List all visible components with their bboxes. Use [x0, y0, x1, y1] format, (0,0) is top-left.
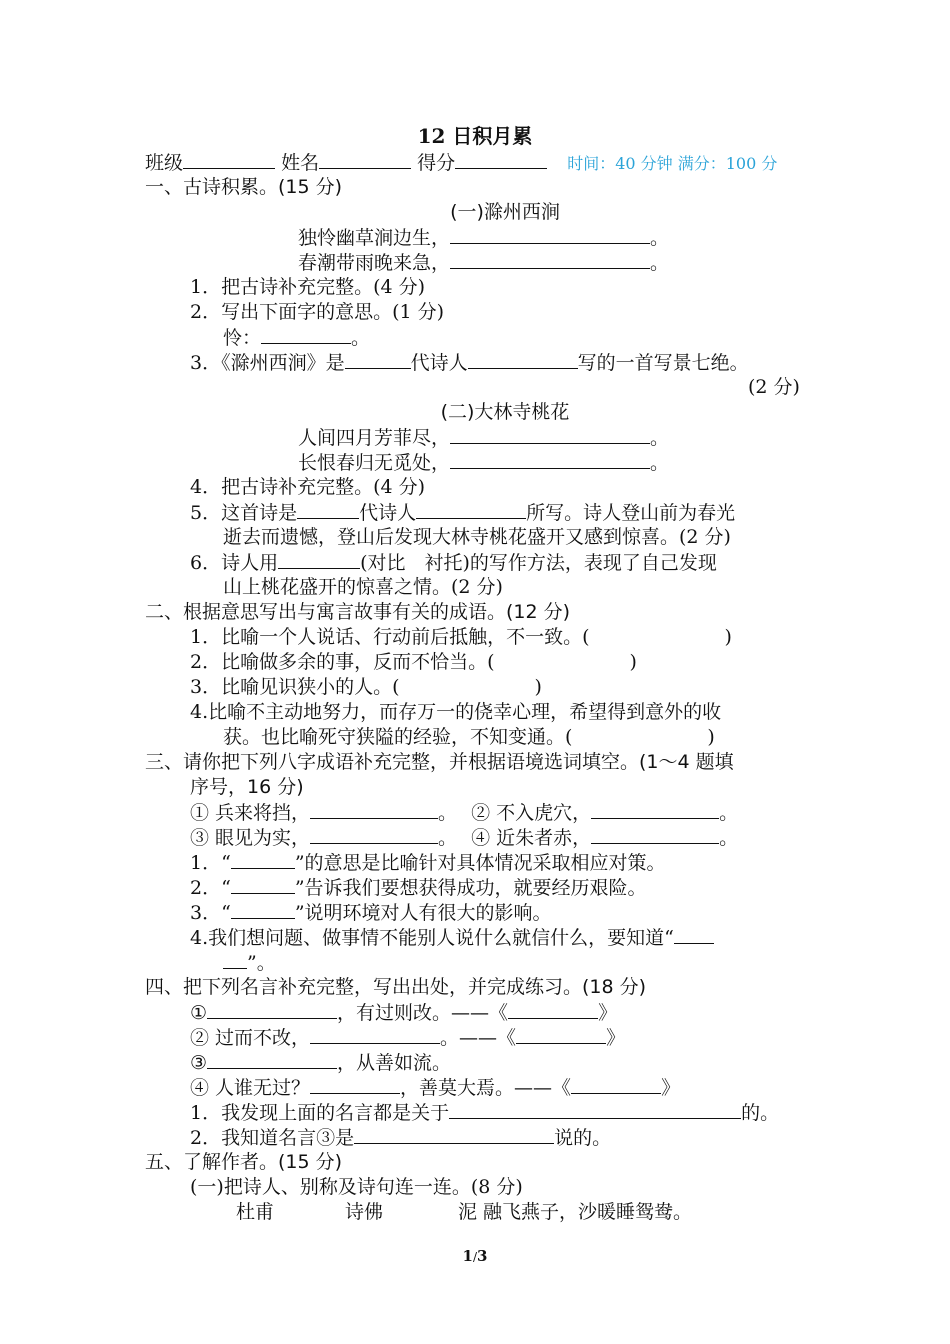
answer-blank[interactable]	[278, 550, 360, 569]
poem-text: 长恨春归无觅处，	[298, 452, 451, 474]
q-text: ”告诉我们要想获得成功，就要经历艰险。	[294, 877, 647, 899]
s4-question-1	[190, 1100, 779, 1125]
s1-question-2-word: 怜： 。	[223, 327, 371, 349]
q-text: 。——《	[440, 1027, 517, 1049]
q-text: 的。	[741, 1102, 780, 1124]
s2-question-4: 4.比喻不主动地努力，而存万一的侥幸心理，希望得到意外的收	[190, 701, 722, 723]
q-text: 2．我知道名言③是	[190, 1127, 355, 1149]
name-blank[interactable]	[319, 150, 411, 169]
q-text: 6．诗人用	[190, 552, 279, 574]
poem-1-line-2: 春潮带雨晚来急， 。	[298, 252, 670, 274]
s5-subheading: (一)把诗人、别称及诗句连一连。(8 分)	[190, 1176, 523, 1198]
answer-blank[interactable]	[354, 1125, 554, 1144]
s4-question-2	[190, 1125, 611, 1150]
word-label: 怜：	[223, 327, 262, 349]
answer-blank[interactable]	[449, 1100, 741, 1119]
s2-question-1	[190, 625, 732, 649]
answer-blank[interactable]	[207, 1000, 337, 1019]
s2-question-4-cont	[223, 725, 715, 749]
q-text: 2．比喻做多余的事，反而不恰当。(	[190, 651, 495, 673]
current-page: 1	[462, 1247, 473, 1265]
source-blank[interactable]	[508, 1000, 598, 1019]
answer-blank[interactable]	[223, 950, 247, 969]
s3-idiom-row-1: ① 兵来将挡， 。 ② 不入虎穴， 。	[190, 802, 739, 824]
answer-blank[interactable]	[207, 1050, 337, 1069]
q-text: 写的一首写景七绝。	[577, 352, 749, 374]
answer-blank[interactable]	[450, 450, 650, 469]
source-blank[interactable]	[516, 1025, 606, 1044]
answer-blank[interactable]	[297, 500, 359, 519]
paren: )	[724, 626, 732, 648]
poem-2-title: (二)大林寺桃花	[440, 401, 570, 423]
q-text: 5．这首诗是	[190, 502, 298, 524]
q-text: 4.我们想问题、做事情不能别人说什么就信什么，要知道“	[190, 927, 674, 949]
paren: )	[534, 676, 542, 698]
q-number: 3．“	[190, 902, 231, 924]
q-text: ，从善如流。	[337, 1052, 452, 1074]
s5-alias-item[interactable]: 诗佛	[345, 1201, 384, 1223]
answer-blank[interactable]	[591, 800, 719, 819]
s1-question-4: 4．把古诗补充完整。(4 分)	[190, 476, 426, 498]
time-info: 时间：40 分钟 满分：100 分	[567, 154, 778, 173]
s1-question-1: 1．把古诗补充完整。(4 分)	[190, 276, 426, 298]
page-separator: /	[472, 1250, 478, 1264]
book-bracket: 》	[606, 1027, 626, 1049]
poem-text: 人间四月芳菲尽，	[298, 427, 451, 449]
class-label: 班级	[145, 152, 184, 174]
page-title: 12 日积月累	[417, 124, 533, 148]
s3-question-4	[190, 925, 714, 950]
section-3-heading: 三、请你把下列八字成语补充完整，并根据语境选词填空。(1～4 题填	[145, 751, 734, 773]
s3-question-1	[190, 850, 666, 875]
student-info-row	[145, 150, 777, 176]
answer-blank[interactable]	[231, 900, 295, 919]
q-text: 3．《滁州西涧》是	[190, 352, 345, 374]
answer-blank[interactable]	[310, 1075, 400, 1094]
s1-question-6	[190, 550, 717, 575]
page-number	[0, 1244, 950, 1269]
section-4-heading: 四、把下列名言补充完整，写出出处，并完成练习。(18 分)	[145, 976, 647, 998]
answer-blank[interactable]	[450, 250, 650, 269]
s1-question-5-cont: 逝去而遗憾，登山后发现大林寺桃花盛开又感到惊喜。(2 分)	[223, 526, 731, 548]
section-2-heading: 二、根据意思写出与寓言故事有关的成语。(12 分)	[145, 601, 571, 623]
s3-question-3	[190, 900, 552, 925]
s2-question-3	[190, 675, 542, 699]
answer-blank[interactable]	[310, 800, 438, 819]
q-text: 1．我发现上面的名言都是关于	[190, 1102, 450, 1124]
answer-blank[interactable]	[450, 225, 650, 244]
s5-verse-item[interactable]: 泥 融飞燕子，沙暖睡鸳鸯。	[458, 1201, 693, 1223]
q-text: ”说明环境对人有很大的影响。	[294, 902, 552, 924]
q-text: ，善莫大焉。——《	[400, 1077, 572, 1099]
s4-maxim-3	[190, 1050, 451, 1075]
poem-text: 独怜幽草涧边生，	[298, 227, 451, 249]
q-number: ③	[190, 1052, 208, 1074]
section-3-heading-cont: 序号，16 分)	[190, 776, 304, 798]
q-text: 代诗人	[359, 502, 417, 524]
answer-blank[interactable]	[450, 425, 650, 444]
paren: )	[707, 726, 715, 748]
answer-blank[interactable]	[310, 825, 438, 844]
s4-maxim-2	[190, 1025, 625, 1050]
q-number: 2．“	[190, 877, 231, 899]
idiom-text: ④ 近朱者赤，	[471, 827, 592, 849]
q-number: ①	[190, 1002, 208, 1024]
name-label: 姓名	[281, 152, 320, 174]
q-text: 1．比喻一个人说话、行动前后抵触，不一致。(	[190, 626, 590, 648]
answer-blank[interactable]	[231, 850, 295, 869]
answer-blank[interactable]	[674, 925, 714, 944]
answer-blank[interactable]	[261, 325, 351, 344]
poem-text: 春潮带雨晚来急，	[298, 252, 451, 274]
answer-blank[interactable]	[468, 350, 578, 369]
q-text: ④ 人谁无过？	[190, 1077, 311, 1099]
s4-maxim-4	[190, 1075, 680, 1100]
idiom-text: ① 兵来将挡，	[190, 802, 311, 824]
idiom-text: ③ 眼见为实，	[190, 827, 311, 849]
q-text: ② 过而不改，	[190, 1027, 311, 1049]
s3-question-4-cont	[223, 950, 276, 975]
q-text: 所写。诗人登山前为春光	[526, 502, 736, 524]
s1-question-2: 2．写出下面字的意思。(1 分)	[190, 301, 445, 323]
score-blank[interactable]	[455, 150, 547, 169]
idiom-text: ② 不入虎穴，	[471, 802, 592, 824]
poem-2-line-1: 人间四月芳菲尽， 。	[298, 427, 670, 449]
section-5-heading: 五、了解作者。(15 分)	[145, 1151, 343, 1173]
q-text: (对比 衬托)的写作方法，表现了自己发现	[360, 552, 717, 574]
s1-question-5	[190, 500, 735, 525]
q-text: ，有过则改。——《	[337, 1002, 509, 1024]
answer-blank[interactable]	[310, 1025, 440, 1044]
s5-poet-item[interactable]: 杜甫	[236, 1201, 275, 1223]
s3-question-2	[190, 875, 647, 900]
s3-idiom-row-2: ③ 眼见为实， 。 ④ 近朱者赤， 。	[190, 827, 739, 849]
source-blank[interactable]	[571, 1075, 661, 1094]
answer-blank[interactable]	[231, 875, 295, 894]
score-label: 得分	[417, 152, 456, 174]
poem-1-title: (一)滁州西涧	[450, 201, 560, 223]
s2-question-2	[190, 650, 637, 674]
q-number: 1．“	[190, 852, 231, 874]
s1-question-3	[190, 350, 749, 375]
total-pages: 3	[477, 1247, 488, 1265]
answer-blank[interactable]	[591, 825, 719, 844]
q-text: 3．比喻见识狭小的人。(	[190, 676, 400, 698]
book-bracket: 》	[598, 1002, 618, 1024]
section-1-heading: 一、古诗积累。(15 分)	[145, 176, 343, 198]
answer-blank[interactable]	[345, 350, 411, 369]
q-text: ”。	[247, 952, 276, 974]
q-text: 说的。	[554, 1127, 612, 1149]
q-text: 代诗人	[410, 352, 468, 374]
poem-2-line-2: 长恨春归无觅处， 。	[298, 452, 670, 474]
class-blank[interactable]	[183, 150, 275, 169]
s1-question-3-score: (2 分)	[748, 376, 800, 398]
q-text: ”的意思是比喻针对具体情况采取相应对策。	[294, 852, 666, 874]
book-bracket: 》	[661, 1077, 681, 1099]
q-text: 获。也比喻死守狭隘的经验，不知变通。(	[223, 726, 573, 748]
s4-maxim-1	[190, 1000, 617, 1025]
poem-1-line-1: 独怜幽草涧边生， 。	[298, 227, 670, 249]
paren: )	[629, 651, 637, 673]
answer-blank[interactable]	[416, 500, 526, 519]
s1-question-6-cont: 山上桃花盛开的惊喜之情。(2 分)	[223, 576, 503, 598]
